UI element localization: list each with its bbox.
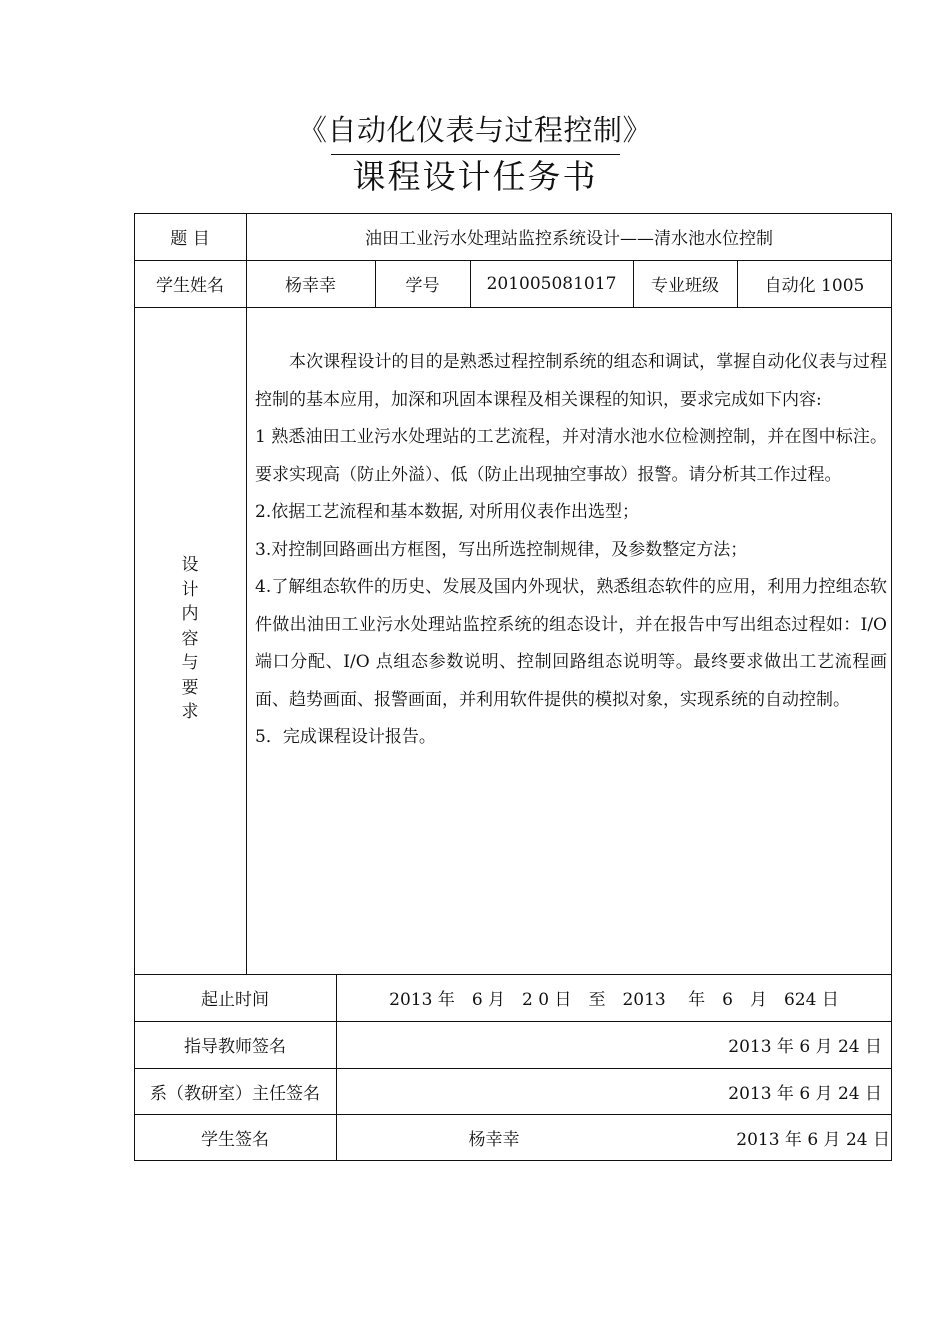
student-sign-name: 杨幸幸: [468, 1129, 520, 1150]
dept-sign-date: 2013 年 6 月 24 日: [728, 1083, 882, 1104]
content-item-2: 2.依据工艺流程和基本数据, 对所用仪表作出选型；: [255, 502, 640, 522]
advisor-sign-date: 2013 年 6 月 24 日: [728, 1037, 882, 1057]
student-sign-date: 2013 年 6 月 24 日: [736, 1129, 890, 1150]
table-border-bottom: [134, 1160, 892, 1161]
content-item-4: 4.了解组态软件的历史、发展及国内外现状，熟悉组态软件的应用，利用力控组态软件做出油田工业污水处理站监控系统的组态设计，并在报告中写出组态过程如：I/O 端口分配、I/O 点组态参数说明、控制回路组态说明等。最终要求做出工艺流程画面、趋势画面、报警画面，并利用软件提供的模拟对象，实现系统的自动控制。: [255, 577, 887, 710]
title-course-name: 《自动化仪表与过程控制》: [297, 113, 652, 147]
class-value: 自动化 1005: [764, 276, 865, 296]
design-label-char: 与: [181, 653, 199, 673]
student-sign-label: 学生签名: [201, 1129, 269, 1150]
table-col-label-divider: [246, 213, 247, 974]
topic-value: 油田工业污水处理站监控系统设计——清水池水位控制: [365, 229, 773, 249]
period-value: 2013 年 6 月 2 0 日 至 2013 年 6 月 624 日: [389, 990, 839, 1010]
design-content: [255, 344, 887, 757]
table-rule-2: [134, 307, 892, 308]
topic-label: 题 目: [170, 229, 210, 249]
student-name-label: 学生姓名: [156, 276, 224, 296]
period-label: 起止时间: [201, 990, 269, 1010]
design-label-char: 容: [181, 628, 199, 649]
title-document-type: 课程设计任务书: [352, 157, 598, 196]
content-item-5: 5．完成课程设计报告。: [255, 727, 436, 747]
task-table: [134, 213, 892, 1161]
student-id-value: 201005081017: [486, 273, 617, 294]
class-label: 专业班级: [651, 276, 719, 296]
dept-sign-label: 系（教研室）主任签名: [150, 1083, 320, 1104]
design-content-label: [134, 553, 246, 743]
content-item-3: 3.对控制回路画出方框图，写出所选控制规律，及参数整定方法；: [255, 539, 748, 560]
student-name-value: 杨幸幸: [285, 276, 336, 296]
design-label-char: 内: [181, 604, 199, 624]
student-id-label: 学号: [405, 276, 440, 296]
design-label-char: 设: [181, 555, 199, 575]
content-item-1: 1 熟悉油田工业污水处理站的工艺流程，并对清水池水位检测控制，并在图中标注。要求实现高（防止外溢）、低（防止出现抽空事故）报警。请分析其工作过程。: [255, 427, 887, 485]
design-label-char: 要: [181, 677, 199, 698]
design-label-char: 求: [181, 702, 199, 722]
design-label-char: 计: [181, 579, 199, 600]
advisor-sign-label: 指导教师签名: [184, 1037, 286, 1057]
content-paragraph-intro: 本次课程设计的目的是熟悉过程控制系统的组态和调试，掌握自动化仪表与过程控制的基本应用，加深和巩固本课程及相关课程的知识，要求完成如下内容:: [255, 352, 887, 410]
